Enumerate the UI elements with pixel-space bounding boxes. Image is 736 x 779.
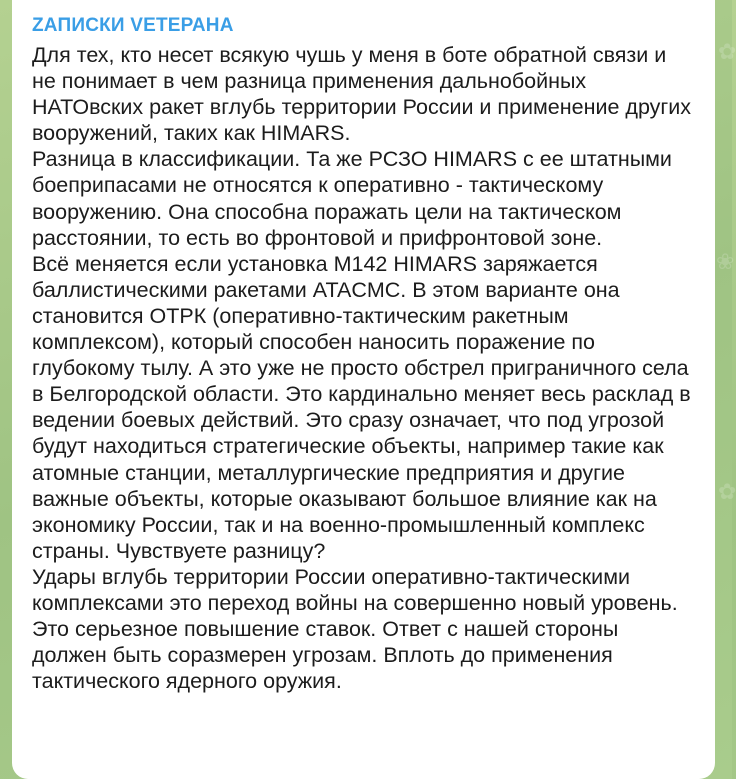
wallpaper-pattern-icon: ❀ [716, 250, 735, 275]
wallpaper-pattern-icon: ✿ [718, 480, 736, 505]
message-bubble[interactable] [12, 0, 715, 779]
message-paragraph: Разница в классификации. Та же РСЗО HIMARS с ее штатными боеприпасами не относятся к оперативно - тактическому вооружению. Она способна поражать цели на тактическом расстоянии, то есть во фронтовой и прифронтовой зоне. [32, 147, 672, 250]
message-paragraph: Удары вглубь территории России оперативно-тактическими комплексами это переход войны на совершенно новый уровень. Это серьезное повышение ставок. Ответ с нашей стороны должен быть соразмерен угрозам. Вплоть до применения тактического ядерного оружия. [32, 564, 678, 694]
message-text [32, 42, 695, 694]
wallpaper-pattern-icon: ✿ [718, 40, 736, 65]
channel-name[interactable]: ZАПИСКИ VЕТЕРАНА [32, 15, 234, 36]
message-paragraph: Всё меняется если установка M142 HIMARS заряжается баллистическими ракетами ATACMC. В этом варианте она становится ОТРК (оперативно-тактическим ракетным комплексом), который способен наносить поражение по глубокому тылу. А это уже не просто обстрел приграничного села в Белгородской области. Это кардинально меняет весь расклад в ведении боевых действий. Это сразу означает, что под угрозой будут находиться стратегические объекты, например такие как атомные станции, металлургические предприятия и другие важные объекты, которые оказывают большое влияние как на экономику России, так и на военно-промышленный комплекс страны. Чувствуете разницу? [32, 251, 691, 563]
message-paragraph: Для тех, кто несет всякую чушь у меня в боте обратной связи и не понимает в чем разница применения дальнобойных НАТОвских ракет вглубь территории России и применение других вооружений, таких как HIMARS. [32, 43, 692, 146]
